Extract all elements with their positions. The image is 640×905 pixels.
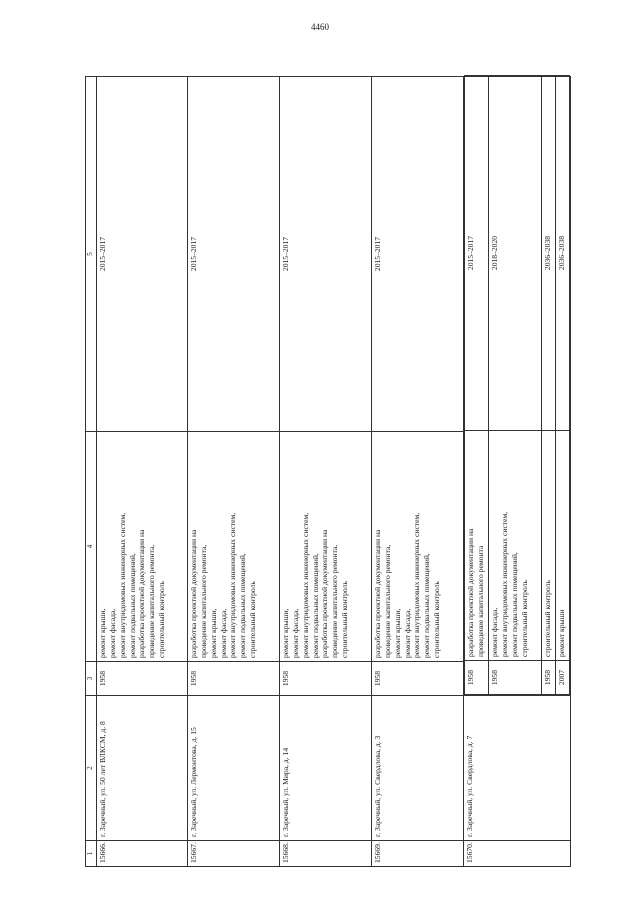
row-number: 15669. (372, 841, 464, 867)
header-cell-1: 1 (86, 841, 97, 867)
repair-schedule-table (85, 76, 571, 867)
works-cell (280, 432, 372, 662)
work-item: ремонт крыши (556, 609, 566, 657)
work-item: ремонт подвальных помещений, (422, 553, 432, 658)
year-cell: 1958 (188, 662, 280, 696)
work-item: ремонт фасада, (490, 607, 499, 657)
work-item: ремонт крыши, (392, 608, 402, 658)
address-cell: г. Заречный, ул. Свердлова, д. 7 (464, 696, 571, 841)
period-cell: 2015–2017 (280, 77, 372, 432)
work-item: разработка проектной документации на (320, 529, 330, 658)
header-cell-4: 4 (86, 432, 97, 662)
table-row (464, 77, 571, 867)
header-cell-5: 5 (86, 77, 97, 432)
row-number: 15667. (188, 841, 280, 867)
works-cell (555, 431, 569, 661)
period-cell: 2036–2038 (542, 76, 556, 431)
works-cell (465, 431, 489, 661)
work-item: проведение капитального ремонта, (198, 544, 208, 658)
work-item: ремонт подвальных помещений, (127, 553, 137, 658)
rotated-table-container (85, 77, 565, 867)
work-item: ремонт крыши, (208, 608, 218, 658)
header-row (86, 77, 97, 867)
page-number: 4460 (311, 22, 329, 32)
work-item: ремонт внутридомовых инженерных систем, (117, 512, 127, 658)
year-cell: 2007 (555, 661, 569, 695)
work-item: строительный контроль (519, 580, 529, 657)
address-cell: г. Заречный, ул. 50 лет ВЛКСМ, д. 8 (97, 696, 188, 841)
work-item: ремонт подвальных помещений, (509, 552, 519, 657)
work-item: строительный контроль (157, 581, 167, 658)
works-cell (97, 432, 188, 662)
work-item: разработка проектной документации на (189, 529, 198, 658)
work-item: строительный контроль (543, 580, 552, 657)
year-cell: 1958 (489, 661, 542, 695)
work-item: ремонт подвальных помещений, (310, 553, 320, 658)
work-item: ремонт внутридомовых инженерных систем, (228, 512, 238, 658)
address-cell: г. Заречный, ул. Свердлова, д. 3 (372, 696, 464, 841)
address-cell: г. Заречный, ул. Лермонтова, д. 15 (188, 696, 280, 841)
sub-row (542, 76, 556, 695)
works-cell (489, 431, 542, 661)
work-item: строительный контроль (432, 581, 442, 658)
table-row (188, 77, 280, 867)
period-cell: 2036–2038 (555, 76, 569, 431)
work-item: ремонт внутридомовых инженерных систем, (300, 512, 310, 658)
year-cell: 1958 (97, 662, 188, 696)
work-item: ремонт фасада, (218, 608, 228, 658)
year-cell: 1958 (465, 661, 489, 695)
period-cell: 2015–2017 (465, 76, 489, 431)
sub-rows-cell (464, 77, 571, 696)
work-item: ремонт внутридомовых инженерных систем, (499, 511, 509, 657)
row-number: 15670. (464, 841, 571, 867)
table-row (280, 77, 372, 867)
work-item: проведение капитального ремонта, (382, 544, 392, 658)
sub-row (489, 76, 542, 695)
works-cell (188, 432, 280, 662)
work-item: ремонт фасада, (402, 608, 412, 658)
sub-row (555, 76, 569, 695)
header-cell-2: 2 (86, 696, 97, 841)
period-cell: 2015–2017 (372, 77, 464, 432)
work-item: разработка проектной документации на (466, 528, 475, 657)
work-item: разработка проектной документации на (373, 529, 382, 658)
work-item: разработка проектной документации на (137, 529, 147, 658)
work-item: ремонт подвальных помещений, (238, 553, 248, 658)
period-cell: 2018–2020 (489, 76, 542, 431)
sub-table (464, 75, 570, 695)
row-number: 15668. (280, 841, 372, 867)
address-cell: г. Заречный, ул. Мира, д. 14 (280, 696, 372, 841)
work-item: ремонт фасада, (107, 608, 117, 658)
period-cell: 2015–2017 (188, 77, 280, 432)
year-cell: 1958 (280, 662, 372, 696)
work-item: ремонт крыши, (281, 608, 290, 658)
period-cell: 2015–2017 (97, 77, 188, 432)
works-cell (542, 431, 556, 661)
work-item: проведение капитального ремонта (475, 545, 485, 657)
work-item: ремонт крыши, (98, 608, 107, 658)
work-item: строительный контроль (248, 581, 258, 658)
row-number: 15666. (97, 841, 188, 867)
work-item: строительный контроль (340, 581, 350, 658)
sub-row (465, 76, 489, 695)
work-item: проведение капитального ремонта, (330, 544, 340, 658)
year-cell: 1958 (372, 662, 464, 696)
work-item: проведение капитального ремонта, (147, 544, 157, 658)
work-item: ремонт внутридомовых инженерных систем, (412, 512, 422, 658)
year-cell: 1958 (542, 661, 556, 695)
header-cell-3: 3 (86, 662, 97, 696)
table-row (97, 77, 188, 867)
works-cell (372, 432, 464, 662)
table-row (372, 77, 464, 867)
work-item: ремонт фасада, (290, 608, 300, 658)
